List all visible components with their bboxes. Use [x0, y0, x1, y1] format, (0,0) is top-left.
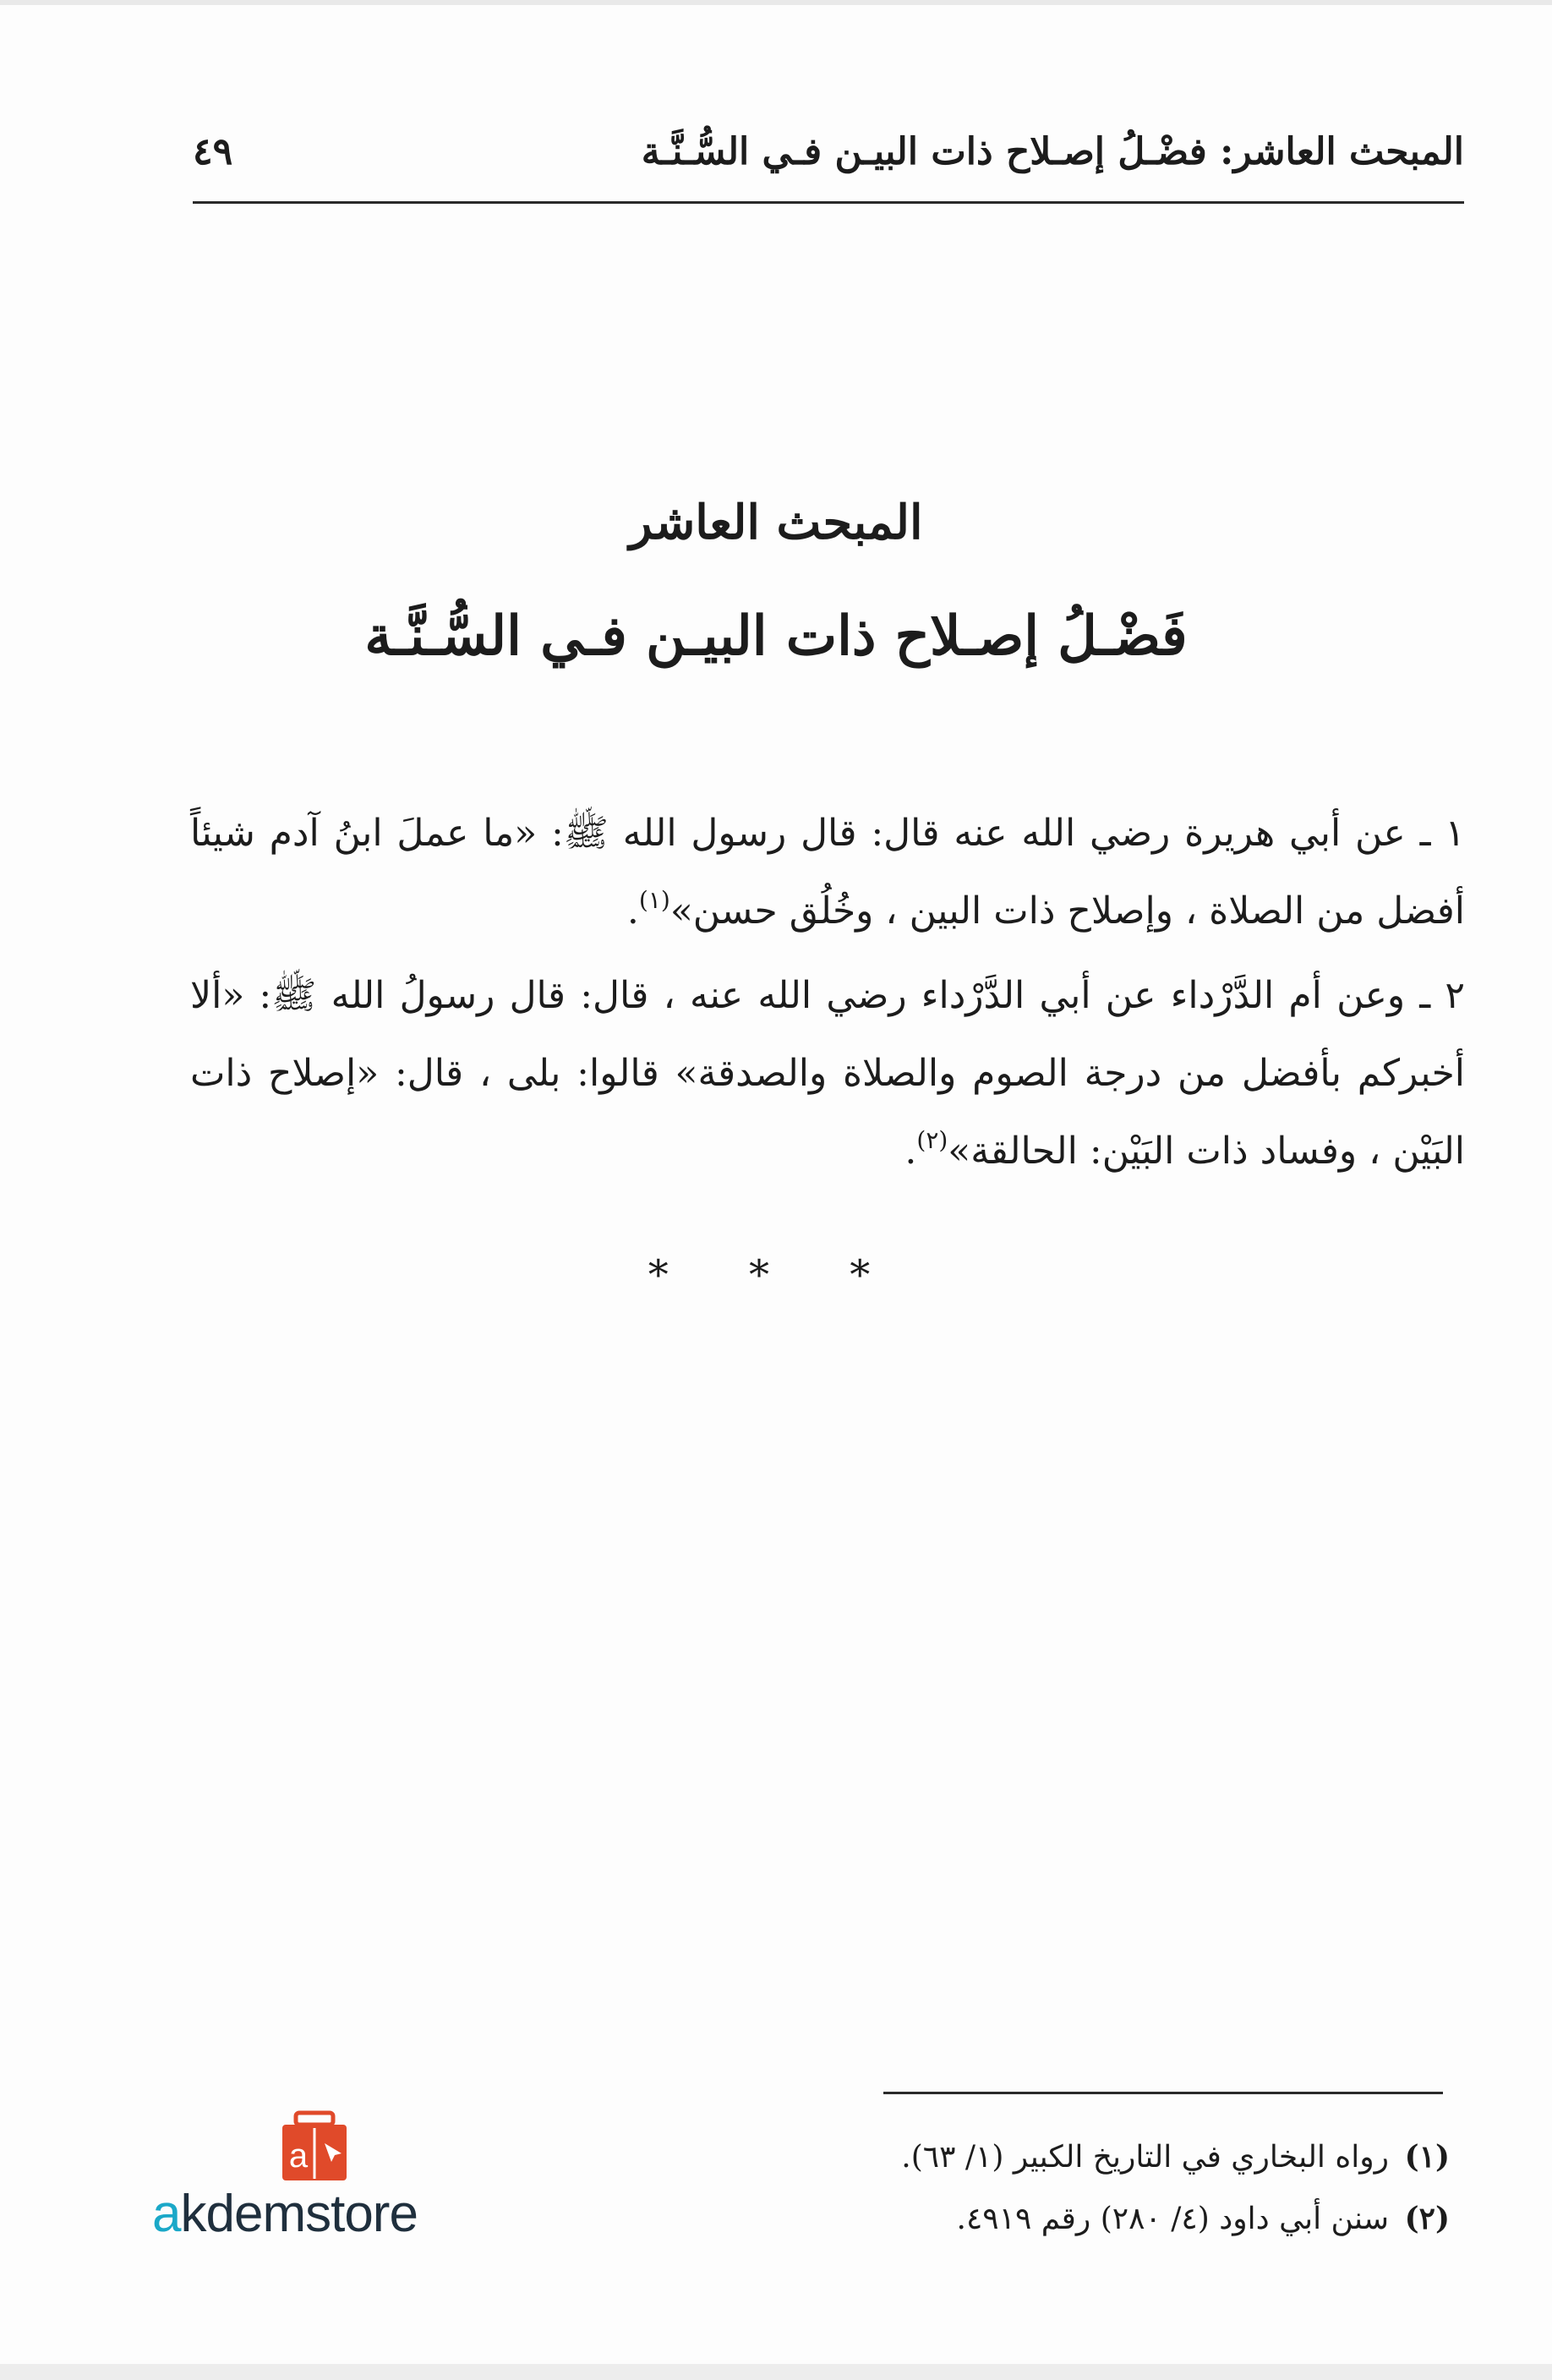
page-top-edge: [0, 0, 1552, 5]
running-title: المبحث العاشر: فضْـلُ إصـلاح ذات البيـن فـي السُّـنَّـة: [641, 130, 1464, 173]
footnote-rule: [883, 2092, 1443, 2094]
paragraph-text: ١ ـ عن أبي هريرة رضي الله عنه قال: قال رسول الله ﷺ: «ما عملَ ابنُ آدم شيئاً أفضل من الصلاة ، وإصلاح ذات البين ، وخُلُق حسن»: [190, 812, 1465, 933]
chapter-title: فَضْـلُ إصـلاح ذات البيـن فـي السُّـنَّـة: [364, 605, 1188, 668]
chapter-label: المبحث العاشر: [629, 495, 923, 550]
paragraph-text: ٢ ـ وعن أم الدَّرْداء عن أبي الدَّرْداء رضي الله عنه ، قال: قال رسولُ الله ﷺ: «ألا أخبركم بأفضل من درجة الصوم والصلاة والصدقة» قالوا: بلى ، قال: «إصلاح ذات البَيْن ، وفساد ذات البَيْن: الحالقة»: [190, 974, 1466, 1173]
body-text: [190, 795, 1465, 1197]
footnote-number: (٢): [1404, 2201, 1450, 2236]
running-header: [193, 118, 1464, 194]
footnote-ref-2[interactable]: (٢): [916, 1126, 948, 1154]
page-number: ٤٩: [193, 130, 233, 173]
footnote-ref-1[interactable]: (١): [638, 886, 670, 914]
page-bottom-edge: [0, 2364, 1552, 2380]
brand-text: [152, 2184, 418, 2244]
brand-highlight: a: [152, 2185, 181, 2243]
footnotes: [676, 2126, 1450, 2250]
footnote-number: (١): [1404, 2139, 1450, 2175]
footnote-text: سنن أبي داود (٤/ ٢٨٠) رقم ٤٩١٩.: [956, 2202, 1389, 2236]
paragraph-end: .: [904, 1130, 917, 1173]
header-rule: [193, 201, 1464, 204]
footnote-1: [676, 2126, 1450, 2188]
paragraph-end: .: [626, 889, 639, 933]
section-separator: * * *: [648, 1251, 904, 1299]
brand-rest: kdemstore: [180, 2185, 418, 2243]
akdemstore-watermark: [144, 2109, 482, 2262]
icon-letter: a: [288, 2137, 309, 2175]
paragraph-2: [190, 957, 1465, 1190]
book-icon: [279, 2109, 350, 2184]
footnote-2: [676, 2188, 1450, 2250]
footnote-text: رواه البخاري في التاريخ الكبير (١/ ٦٣).: [901, 2140, 1389, 2175]
paragraph-1: [190, 795, 1465, 950]
